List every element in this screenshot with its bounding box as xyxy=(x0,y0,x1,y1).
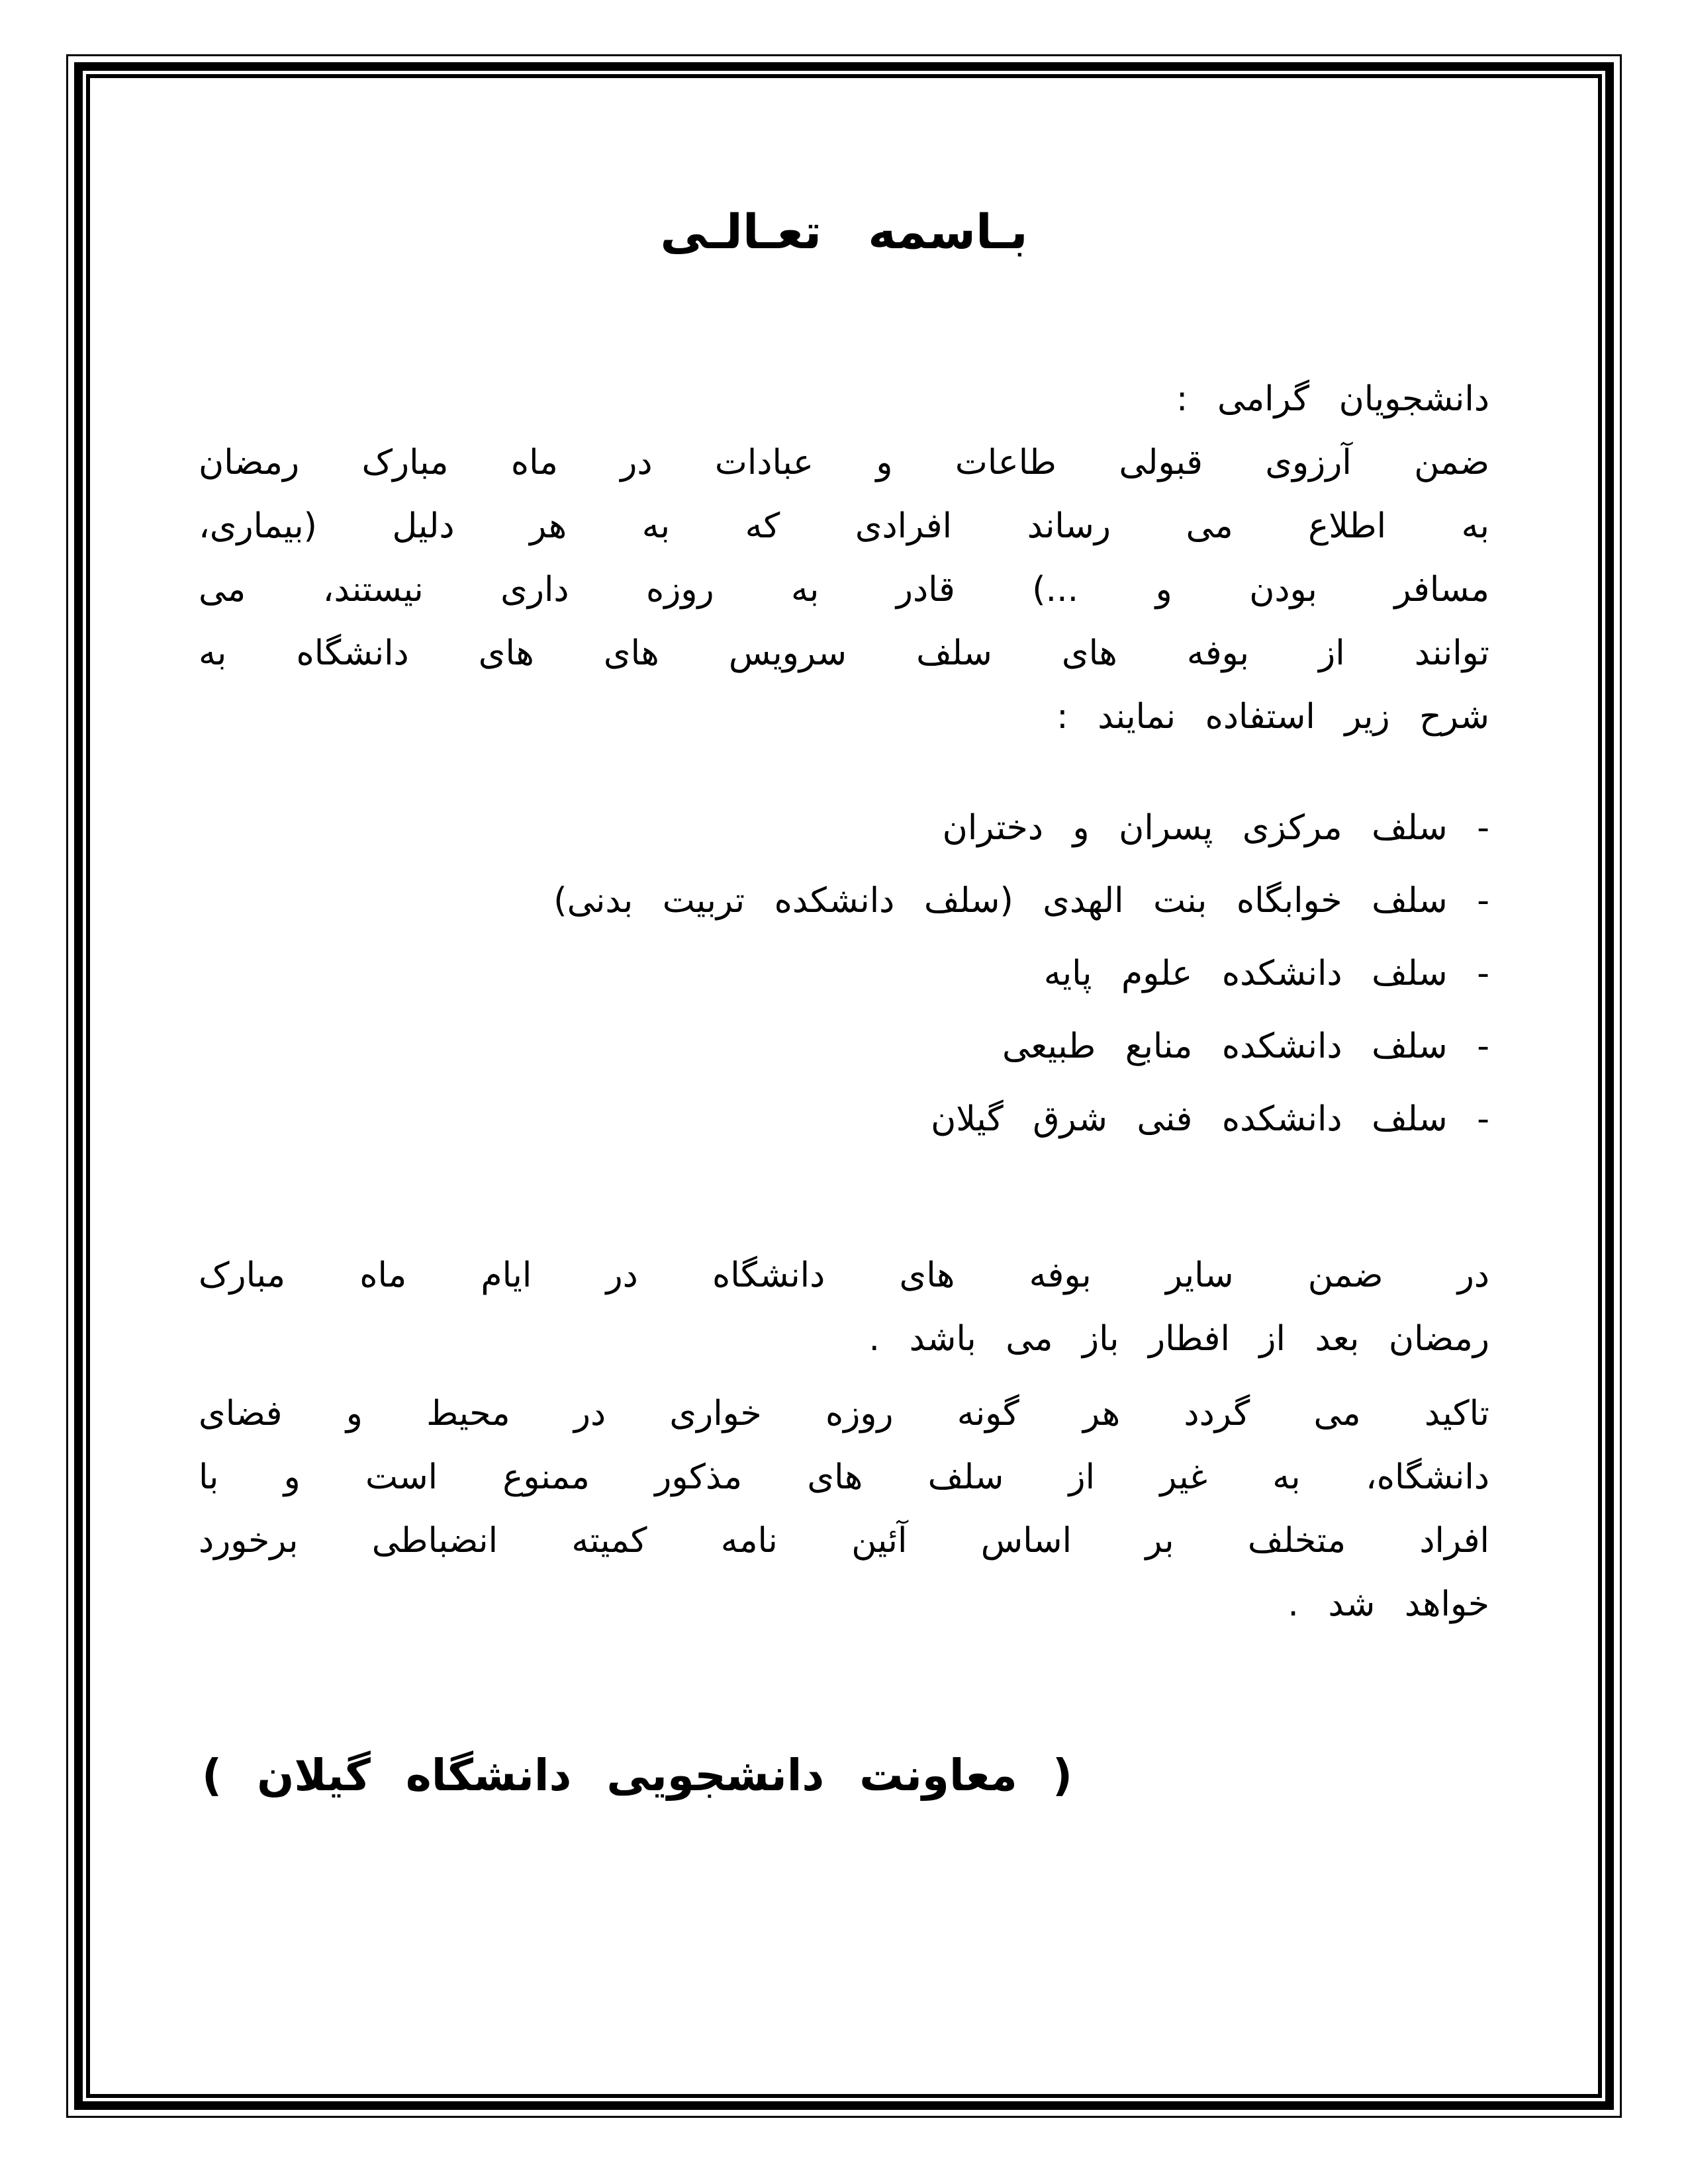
intro-line: شرح زیر استفاده نمایند : xyxy=(1056,697,1489,737)
signature-line: ( معاونت دانشجویی دانشگاه گیلان ) xyxy=(201,1750,1072,1801)
letter-body xyxy=(199,0,1489,1813)
intro-line: توانند از بوفه های سلف سرویس های های دانشگاه به xyxy=(199,633,1489,673)
warning-line: دانشگاه، به غیر از سلف های مذکور ممنوع است و با xyxy=(199,1457,1489,1497)
intro-line: ضمن آرزوی قبولی طاعات و عبادات در ماه مبارک رمضان xyxy=(199,443,1489,482)
cafeteria-list xyxy=(199,796,1489,1151)
other-buffets-line: رمضان بعد از افطار باز می باشد . xyxy=(868,1319,1489,1359)
intro-line: به اطلاع می رساند افرادی که به هر دلیل (بیماری، xyxy=(199,506,1489,546)
cafeteria-list-item: - سلف خوابگاه بنت الهدی (سلف دانشکده تربیت بدنی) xyxy=(553,881,1489,921)
other-buffets-paragraph xyxy=(199,1244,1489,1371)
cafeteria-list-item: - سلف مرکزی پسران و دختران xyxy=(942,808,1489,848)
cafeteria-list-item: - سلف دانشکده منابع طبیعی xyxy=(1002,1026,1489,1066)
greeting-line: دانشجویان گرامی : xyxy=(1176,379,1489,419)
warning-line: افراد متخلف بر اساس آئین نامه کمیته انضباطی برخورد xyxy=(199,1521,1489,1561)
cafeteria-list-item: - سلف دانشکده فنی شرق گیلان xyxy=(931,1099,1489,1139)
other-buffets-line: در ضمن سایر بوفه های دانشگاه در ایام ماه مبارک xyxy=(199,1255,1489,1295)
warning-paragraph xyxy=(199,1382,1489,1636)
intro-line: مسافر بودن و ...) قادر به روزه داری نیستند، می xyxy=(199,570,1489,610)
cafeteria-list-item: - سلف دانشکده علوم پایه xyxy=(1043,954,1489,993)
warning-line: خواهد شد . xyxy=(1288,1584,1489,1624)
intro-paragraph xyxy=(199,431,1489,749)
warning-line: تاکید می گردد هر گونه روزه خواری در محیط و فضای xyxy=(199,1394,1489,1433)
basmala-title: بـاسمه تعـالـی xyxy=(660,204,1028,259)
